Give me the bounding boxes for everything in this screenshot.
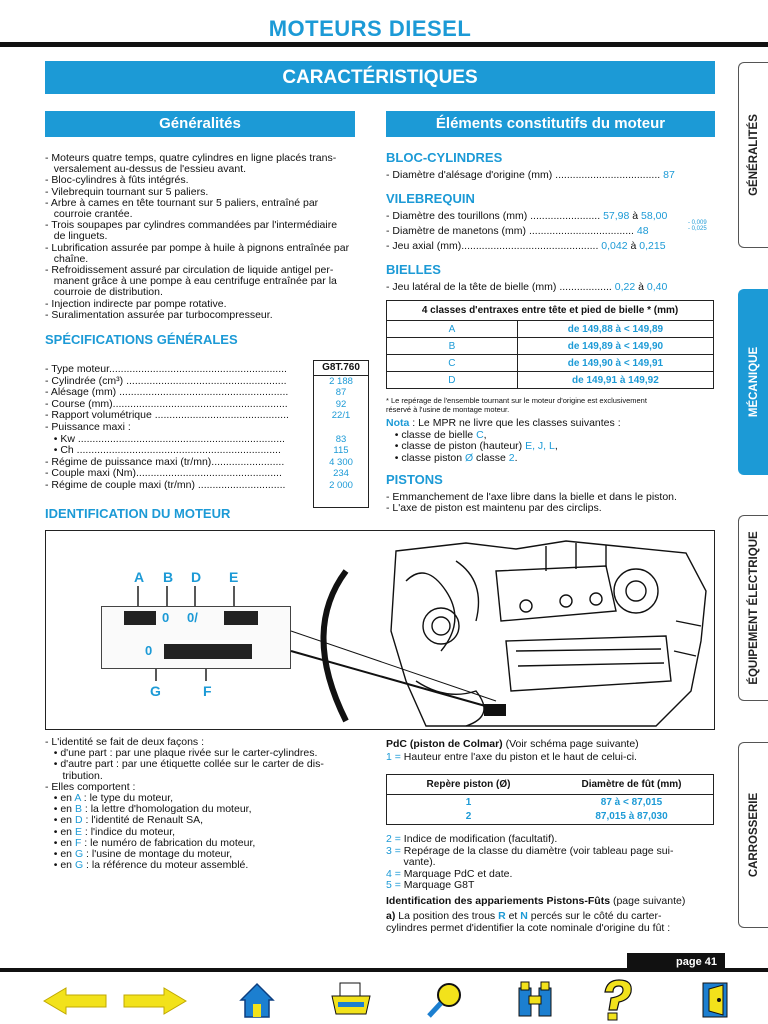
class-range: de 149,90 à < 149,91 xyxy=(567,357,664,369)
item-number: 2 = xyxy=(386,833,401,845)
vile-rows xyxy=(386,209,716,254)
home-icon[interactable] xyxy=(238,980,276,1020)
list-item: • d'autre part : par une étiquette collée sur le carter de dis- xyxy=(45,758,324,771)
row-value: 58,00 xyxy=(641,210,668,222)
generalites-list xyxy=(45,153,375,321)
item-text: Marquage G8T xyxy=(400,879,475,891)
bullet-text: : le numéro de fabrication du moteur, xyxy=(81,836,256,849)
piston-table-head-diametre: Diamètre de fût (mm) xyxy=(581,779,682,790)
help-icon[interactable] xyxy=(595,978,639,1022)
list-item: courroie crantée. xyxy=(45,208,133,221)
identification-list xyxy=(45,737,375,871)
header-rule xyxy=(0,42,768,47)
spec-row xyxy=(45,434,375,446)
bullet-text: : l'usine de montage du moteur, xyxy=(83,848,233,861)
list-item: - Trois soupapes par cylindres commandées par l'intermédiaire xyxy=(45,219,338,232)
bullet-text: , xyxy=(554,440,558,452)
class-letter: C xyxy=(387,355,518,372)
vile-row xyxy=(386,209,716,223)
pdc-block: PdC (piston de Colmar) (Voir schéma page suivante) 1 = Hauteur entre l'axe du piston et le haut de celui-ci. xyxy=(386,738,639,763)
bullet-text: : la référence du moteur assemblé. xyxy=(83,859,249,872)
pistons-title: PISTONS xyxy=(386,472,443,487)
bullet-value: 2 xyxy=(508,451,515,464)
bullet-text: , xyxy=(483,428,487,441)
piston-diametre: 87,015 à 87,030 xyxy=(595,811,668,823)
spec-label: - Puissance maxi : xyxy=(45,421,131,433)
vile-row xyxy=(386,239,716,253)
bielle-row: - Jeu latéral de la tête de bielle (mm) .................. 0,22 à 0,40 xyxy=(386,281,668,293)
row-value: 48 xyxy=(636,225,649,237)
spec-value: 92 xyxy=(335,398,347,410)
list-item: - Refroidissement assuré par circulation de liquide antigel per- xyxy=(45,264,334,277)
bielle-classes-table xyxy=(386,300,714,389)
bloc-title: BLOC-CYLINDRES xyxy=(386,150,503,165)
spec-value: 87 xyxy=(335,387,347,399)
identification-figure xyxy=(45,530,715,730)
list-item: courroie de distribution. xyxy=(45,286,163,299)
bullet-text: : l'indice du moteur, xyxy=(81,825,176,838)
piston-repere: 1 xyxy=(465,796,472,808)
spec-label: - Régime de puissance maxi (tr/mn)......................... xyxy=(45,456,285,468)
spec-row xyxy=(45,480,375,492)
table-row xyxy=(387,321,714,338)
table-row xyxy=(387,355,714,372)
class-letter: B xyxy=(387,338,518,355)
piston-table-head-repere: Repère piston (Ø) xyxy=(426,779,511,790)
bullet-prefix: • en xyxy=(45,814,75,827)
bullet-text: . xyxy=(514,451,518,464)
spec-value: 2 188 xyxy=(329,375,353,387)
plate-letter-d: D xyxy=(191,569,202,585)
spec-label: - Type moteur............................................................. xyxy=(45,364,287,375)
bullet-value: Ø xyxy=(464,451,474,464)
bullet-prefix: • en xyxy=(45,836,75,849)
spec-row xyxy=(45,445,375,457)
list-item: - Bloc-cylindres à fûts intégrés. xyxy=(45,174,189,187)
spec-row xyxy=(45,422,375,434)
piston-diameter-table xyxy=(386,774,714,825)
engine-drawing xyxy=(46,531,715,730)
list-item: - Vilebrequin tournant sur 5 paliers. xyxy=(45,185,209,198)
spec-value: 83 xyxy=(335,433,347,445)
plate-letter-f: F xyxy=(203,683,212,699)
row-value: 57,98 xyxy=(603,210,630,222)
spec-label: - Régime de couple maxi (tr/mn) .............................. xyxy=(45,479,286,491)
bullet-letter: G xyxy=(74,848,84,861)
nota-block: Nota : Le MPR ne livre que les classes suivantes : • classe de bielle C, • classe de piston (hauteur) E, J, L, • classe piston Ø classe 2. xyxy=(386,417,621,464)
item-text: Indice de modification (facultatif). xyxy=(400,833,558,845)
spec-value: 4 300 xyxy=(329,456,353,468)
plate-value: 0 xyxy=(145,643,153,658)
spec-label: - Course (mm)............................................................ xyxy=(45,398,288,410)
print-icon[interactable] xyxy=(330,980,372,1020)
spec-column-head: G8T.760 xyxy=(313,360,369,376)
vile-title: VILEBREQUIN xyxy=(386,191,475,206)
arrow-right-icon[interactable] xyxy=(120,984,190,1018)
classes-table-head: 4 classes d'entraxes entre tête et pied de bielle * (mm) xyxy=(387,301,714,321)
row-sep: à xyxy=(629,210,642,222)
list-item: chaîne. xyxy=(45,252,89,265)
piston-diametre: 87 à < 87,015 xyxy=(600,796,663,808)
right-section-title: Éléments constitutifs du moteur xyxy=(386,111,715,137)
plate-letter-g: G xyxy=(150,683,161,699)
table-row xyxy=(387,372,714,389)
bullet-text: : l'identité de Renault SA, xyxy=(82,814,204,827)
engine-label-patch xyxy=(484,704,506,716)
bullet-value: E, J, L xyxy=(525,440,555,452)
spec-table xyxy=(45,364,375,492)
bullet-prefix: • classe piston xyxy=(386,451,465,464)
search-icon[interactable] xyxy=(425,980,465,1020)
spec-row xyxy=(45,410,375,422)
list-item: - L'identité se fait de deux façons : xyxy=(45,736,205,748)
list-item xyxy=(386,453,621,465)
row-label: - Diamètre de manetons (mm) .................................... xyxy=(386,225,634,237)
pistons-text xyxy=(386,492,716,514)
tab-generalites[interactable]: GÉNÉRALITÉS xyxy=(738,62,768,248)
class-range: de 149,91 à 149,92 xyxy=(572,374,659,386)
class-letter: D xyxy=(387,372,518,389)
bloc-row: - Diamètre d'alésage d'origine (mm) .................................... 87 xyxy=(386,169,675,181)
spec-label: - Rapport volumétrique .............................................. xyxy=(45,410,289,422)
bullet-letter: E xyxy=(74,825,82,838)
tab-equipement-electrique[interactable]: ÉQUIPEMENT ÉLECTRIQUE xyxy=(738,515,768,701)
table-row xyxy=(387,795,714,810)
bullet-prefix: • classe de bielle xyxy=(386,428,477,441)
page-title: MOTEURS DIESEL xyxy=(268,16,472,41)
bullet-prefix: • en xyxy=(45,792,75,805)
spec-value: 22/1 xyxy=(331,410,351,422)
spec-row xyxy=(45,364,375,376)
item-text: Marquage PdC et date. xyxy=(400,867,513,880)
item-text: vante). xyxy=(386,856,436,868)
plate-letter-e: E xyxy=(229,569,239,585)
bullet-prefix: • en xyxy=(45,848,75,861)
spec-value: 2 000 xyxy=(329,479,353,491)
spec-value: 115 xyxy=(333,445,349,457)
left-section-title: Généralités xyxy=(45,111,355,137)
spec-title: SPÉCIFICATIONS GÉNÉRALES xyxy=(45,332,238,347)
pdc-numbered-list xyxy=(386,834,673,892)
spec-row xyxy=(45,387,375,399)
table-row xyxy=(387,338,714,355)
row-label: - Diamètre des tourillons (mm) ........................ xyxy=(386,210,601,222)
item-number: 4 = xyxy=(386,867,401,880)
spec-row xyxy=(45,399,375,411)
tab-carrosserie[interactable]: CARROSSERIE xyxy=(738,742,768,928)
spec-row xyxy=(45,376,375,388)
tab-mecanique[interactable]: MÉCANIQUE xyxy=(738,289,768,475)
piston-repere: 2 xyxy=(465,811,472,823)
plate-value: 0 xyxy=(162,610,170,625)
bullet-letter: B xyxy=(74,803,82,816)
spec-label: - Alésage (mm) .......................................................... xyxy=(45,387,289,399)
spec-value: 234 xyxy=(333,468,349,480)
navigation-bar xyxy=(0,976,768,1024)
list-item: - Lubrification assurée par pompe à huile à pignons entraînée par xyxy=(45,241,350,254)
list-item: - Injection indirecte par pompe rotative. xyxy=(45,297,227,310)
bullet-value: C xyxy=(476,428,484,441)
bullet-prefix: • en xyxy=(45,803,75,816)
plate-letter-b: B xyxy=(163,569,174,585)
list-item: - Elles comportent : xyxy=(45,780,136,793)
spec-label: - Cylindrée (cm³) ....................................................... xyxy=(45,375,287,387)
row-sep: à xyxy=(627,240,640,252)
list-item: - Suralimentation assurée par turbocompresseur. xyxy=(45,308,273,321)
item-text: Repérage de la classe du diamètre (voir tableau page sui- xyxy=(400,844,674,857)
class-range: de 149,88 à < 149,89 xyxy=(567,323,664,335)
bullet-prefix: • en xyxy=(45,825,75,838)
plate-letter-a: A xyxy=(134,569,145,585)
bullet-letter: F xyxy=(74,836,82,849)
class-range: de 149,89 à < 149,90 xyxy=(567,340,664,352)
maneton-tolerance: - 0,009 - 0,025 xyxy=(688,220,707,232)
section-band: CARACTÉRISTIQUES xyxy=(45,61,715,94)
list-item xyxy=(45,860,375,871)
item-number: 5 = xyxy=(386,879,401,891)
bullet-prefix: • classe de piston (hauteur) xyxy=(386,440,526,452)
item-number: 3 = xyxy=(386,844,401,857)
list-item: tribution. xyxy=(45,769,103,782)
class-letter: A xyxy=(387,321,518,338)
list-item: - Moteurs quatre temps, quatre cylindres en ligne placés trans- xyxy=(45,152,337,164)
bullet-text: : le type du moteur, xyxy=(80,792,174,805)
plate-value: 0/ xyxy=(187,610,198,625)
list-item: versalement au-dessus de l'essieu avant. xyxy=(45,163,247,176)
list-item: manent grâce à une pompe à eau centrifuge entraînée par la xyxy=(45,275,337,288)
spec-row xyxy=(45,468,375,480)
row-value: 0,042 xyxy=(601,240,628,252)
arrow-left-icon[interactable] xyxy=(40,984,110,1018)
bullet-text: classe xyxy=(473,451,509,464)
bullet-letter: G xyxy=(74,859,84,872)
list-item: - Emmanchement de l'axe libre dans la bielle et dans le piston. xyxy=(386,491,677,503)
binoculars-icon[interactable] xyxy=(515,980,555,1020)
list-item: • d'une part : par une plaque rivée sur le carter-cylindres. xyxy=(45,747,318,760)
list-item xyxy=(386,880,673,892)
row-label: - Jeu axial (mm)............................................... xyxy=(386,240,599,252)
footnote: * Le repérage de l'ensemble tournant sur le moteur d'origine est exclusivement réservé à l'usine de montage moteur. xyxy=(386,396,647,414)
spec-label: • Ch ...................................................................... xyxy=(45,445,281,457)
bullet-prefix: • en xyxy=(45,859,75,872)
pistons-futs-block: Identification des appariements Pistons-Fûts (page suivante) a) La position des trous R et N percés sur le côté du carter- cylindres permet d'identifier la cote nominale d'origine du fût : xyxy=(386,895,686,934)
page-number: page 41 xyxy=(627,953,725,972)
exit-icon[interactable] xyxy=(695,980,735,1020)
row-value: 0,215 xyxy=(639,240,666,252)
spec-row xyxy=(45,457,375,469)
ident-title: IDENTIFICATION DU MOTEUR xyxy=(45,506,231,521)
list-item: de linguets. xyxy=(45,230,108,243)
spec-label: • Kw ....................................................................... xyxy=(45,433,285,445)
spec-label: - Couple maxi (Nm).................................................. xyxy=(45,468,282,480)
bullet-text: : la lettre d'homologation du moteur, xyxy=(81,803,252,816)
vile-row xyxy=(386,224,716,238)
list-item: - Arbre à cames en tête tournant sur 5 paliers, entraîné par xyxy=(45,196,319,209)
bullet-letter: D xyxy=(74,814,83,827)
bielle-title: BIELLES xyxy=(386,262,441,277)
table-row xyxy=(387,810,714,825)
list-item: - L'axe de piston est maintenu par des circlips. xyxy=(386,502,602,515)
bullet-letter: A xyxy=(74,792,81,805)
